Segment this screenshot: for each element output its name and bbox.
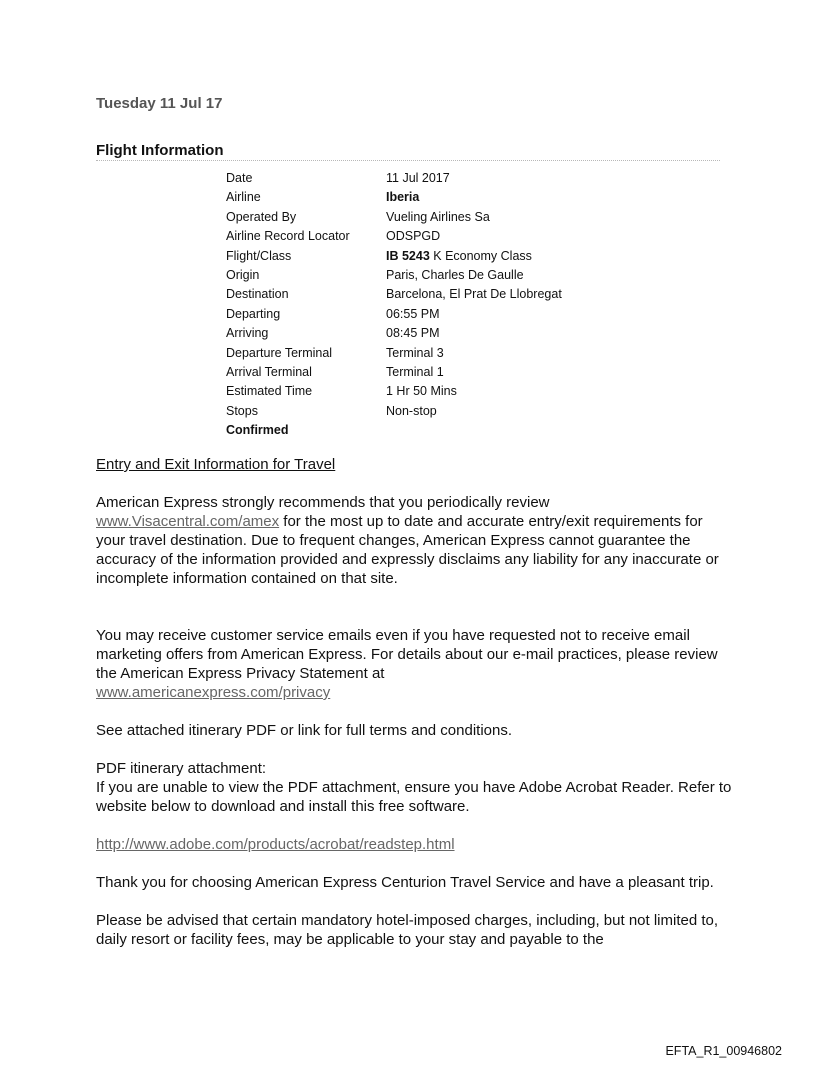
flight-number: IB 5243: [386, 248, 430, 263]
flight-row-destination: [226, 285, 562, 304]
booking-status: Confirmed: [226, 423, 289, 438]
privacy-link-line: [96, 683, 736, 702]
flight-label: Airline: [226, 190, 261, 205]
section-divider: [96, 160, 720, 161]
flight-row-arrival-terminal: [226, 363, 562, 382]
flight-row-airline: [226, 188, 562, 207]
entry-exit-paragraph: [96, 493, 736, 588]
itinerary-date-heading: Tuesday 11 Jul 17: [96, 95, 223, 112]
flight-label: Airline Record Locator: [226, 229, 350, 244]
flight-label: Origin: [226, 268, 260, 283]
flight-information-title: Flight Information: [96, 142, 224, 159]
flight-value: 11 Jul 2017: [386, 171, 450, 185]
entry-exit-text-after: for the most up to date and accurate entry/exit requirements for your travel destination. Due to frequent changes, American Express cannot guarantee the accuracy of the information provided and expressly disclaims any liability for any inaccurate or incomplete information contained on that site.: [96, 513, 723, 587]
flight-value: Terminal 1: [386, 365, 444, 380]
flight-row-date: [226, 169, 562, 188]
flight-value: Paris, Charles De Gaulle: [386, 268, 524, 283]
flight-value: 08:45 PM: [386, 326, 440, 341]
airline-name: Iberia: [386, 190, 420, 205]
visacentral-link[interactable]: www.Visacentral.com/amex: [96, 513, 280, 530]
flight-value: Vueling Airlines Sa: [386, 209, 490, 224]
flight-value: Non-stop: [386, 403, 437, 418]
flight-row-record-locator: [226, 227, 562, 246]
flight-value: Terminal 3: [386, 345, 444, 360]
flight-value: Barcelona, El Prat De Llobregat: [386, 287, 562, 302]
flight-label: Date: [226, 171, 253, 185]
pdf-title: PDF itinerary attachment:: [96, 760, 267, 777]
flight-row-flight-class: [226, 247, 562, 266]
flight-label: Arrival Terminal: [226, 365, 312, 380]
document-id: EFTA_R1_00946802: [665, 1044, 782, 1058]
advisory-paragraph: Please be advised that certain mandatory hotel-imposed charges, including, but not limited to, daily resort or facility fees, may be applicable to your stay and payable to the: [96, 912, 719, 948]
terms-note: See attached itinerary PDF or link for full terms and conditions.: [96, 722, 513, 739]
flight-details-table: [226, 169, 562, 441]
entry-exit-text-before: American Express strongly recommends that you periodically review: [96, 494, 554, 511]
adobe-link[interactable]: http://www.adobe.com/products/acrobat/readstep.html: [96, 836, 455, 853]
flight-label: Estimated Time: [226, 384, 313, 399]
privacy-paragraph: You may receive customer service emails even if you have requested not to receive email marketing offers from American Express. For details about our e-mail practices, please review the American Express Privacy Statement at: [96, 627, 718, 682]
flight-row-estimated-time: [226, 382, 562, 401]
pdf-instructions: If you are unable to view the PDF attachment, ensure you have Adobe Acrobat Reader. Refer to website below to download and install this free software.: [96, 779, 732, 815]
privacy-link[interactable]: www.americanexpress.com/privacy: [96, 684, 331, 701]
flight-row-operated-by: [226, 208, 562, 227]
flight-label: Arriving: [226, 326, 269, 341]
flight-row-departing: [226, 305, 562, 324]
itinerary-notes: [96, 455, 736, 949]
flight-value: 1 Hr 50 Mins: [386, 384, 457, 399]
flight-value: [386, 188, 419, 207]
flight-label: Flight/Class: [226, 248, 292, 263]
entry-exit-heading: Entry and Exit Information for Travel: [96, 456, 336, 473]
flight-value: 06:55 PM: [386, 306, 440, 321]
flight-class: K Economy Class: [429, 248, 532, 263]
flight-label: Operated By: [226, 209, 297, 224]
flight-row-stops: [226, 402, 562, 421]
flight-row-status: [226, 421, 562, 440]
flight-row-departure-terminal: [226, 344, 562, 363]
flight-value: [386, 247, 532, 266]
flight-label: Departing: [226, 306, 281, 321]
adobe-link-line: [96, 835, 736, 854]
flight-row-arriving: [226, 324, 562, 343]
thanks-paragraph: Thank you for choosing American Express Centurion Travel Service and have a pleasant trip.: [96, 874, 714, 891]
flight-label: Destination: [226, 287, 289, 302]
flight-label: Departure Terminal: [226, 345, 333, 360]
flight-label: Stops: [226, 403, 258, 418]
flight-value: ODSPGD: [386, 229, 441, 244]
flight-row-origin: [226, 266, 562, 285]
